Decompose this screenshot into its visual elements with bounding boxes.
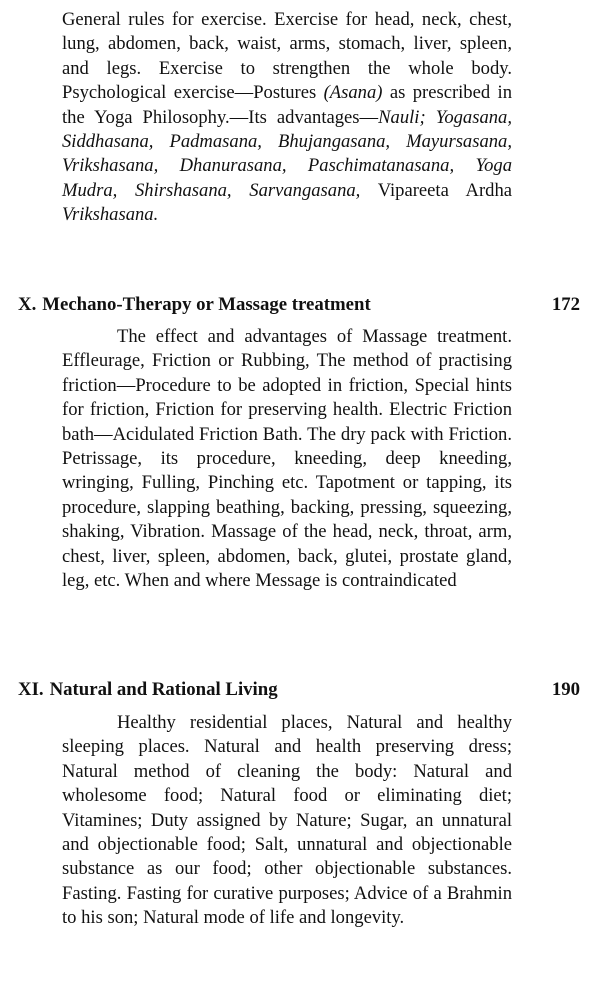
section-title: Natural and Rational Living — [49, 679, 278, 700]
section-body-x: The effect and advantages of Massage treatment. Effleurage, Friction or Rubbing, The method of practising friction—Procedure to be adopted in friction, Special hints for friction, Friction for preserving health. Electric Friction bath—Acidulated Friction Bath. The dry pack with Friction. Petrissage, its procedure, kneeding, deep kneeding, wringing, Fulling, Pinching etc. Tapotment or tapping, its procedure, slapping beathing, backing, pressing, squeezing, shaking, Vibration. Massage of the head, neck, throat, arm, chest, liver, spleen, abdomen, back, glutei, prostate gland, leg, etc. When and where Message is contraindicated — [62, 326, 512, 592]
section-title: Mechano-Therapy or Massage treatment — [42, 294, 371, 315]
section-heading-xi — [18, 677, 580, 703]
section-number: X. — [18, 294, 37, 315]
intro-text-2: as prescribed in the Yoga Philosophy.—Its advantages— — [62, 82, 512, 128]
intro-asana: (Asana) — [323, 82, 383, 104]
section-page-number: 190 — [551, 679, 580, 700]
section-heading-x — [18, 292, 580, 318]
intro-italic-end: Vrikshasana. — [62, 204, 159, 226]
intro-text-1: General rules for exercise. Exercise for head, neck, chest, lung, abdomen, back, waist, arms, stomach, liver, spleen, and legs. Exercise to strengthen the whole body. Psychological exercise—Postures — [62, 9, 512, 104]
section-number: XI. — [18, 679, 44, 700]
section-body-xi: Healthy residential places, Natural and healthy sleeping places. Natural and health preserving dress; Natural method of cleaning the body: Natural and wholesome food; Natural food or eliminating diet; Vitamines; Duty assigned by Nature; Sugar, an unnatural and objectionable food; Salt, unnatural and objectionable substance as our food; other objectionable substances. Fasting. Fasting for curative purposes; Advice of a Brahmin to his son; Natural mode of life and longevity. — [62, 712, 512, 929]
section-page-number: 172 — [551, 294, 580, 315]
intro-paragraph — [62, 8, 512, 228]
intro-yoga-list: Nauli; Yogasana, Siddhasana, Padmasana, Bhujangasana, Mayursasana, Vrikshasana, Dhanurasana, Paschimatanasana, Yoga Mudra, Shirshasana, Sarvangasana, — [62, 106, 512, 201]
intro-text-3: Vipareeta Ardha — [360, 179, 512, 201]
